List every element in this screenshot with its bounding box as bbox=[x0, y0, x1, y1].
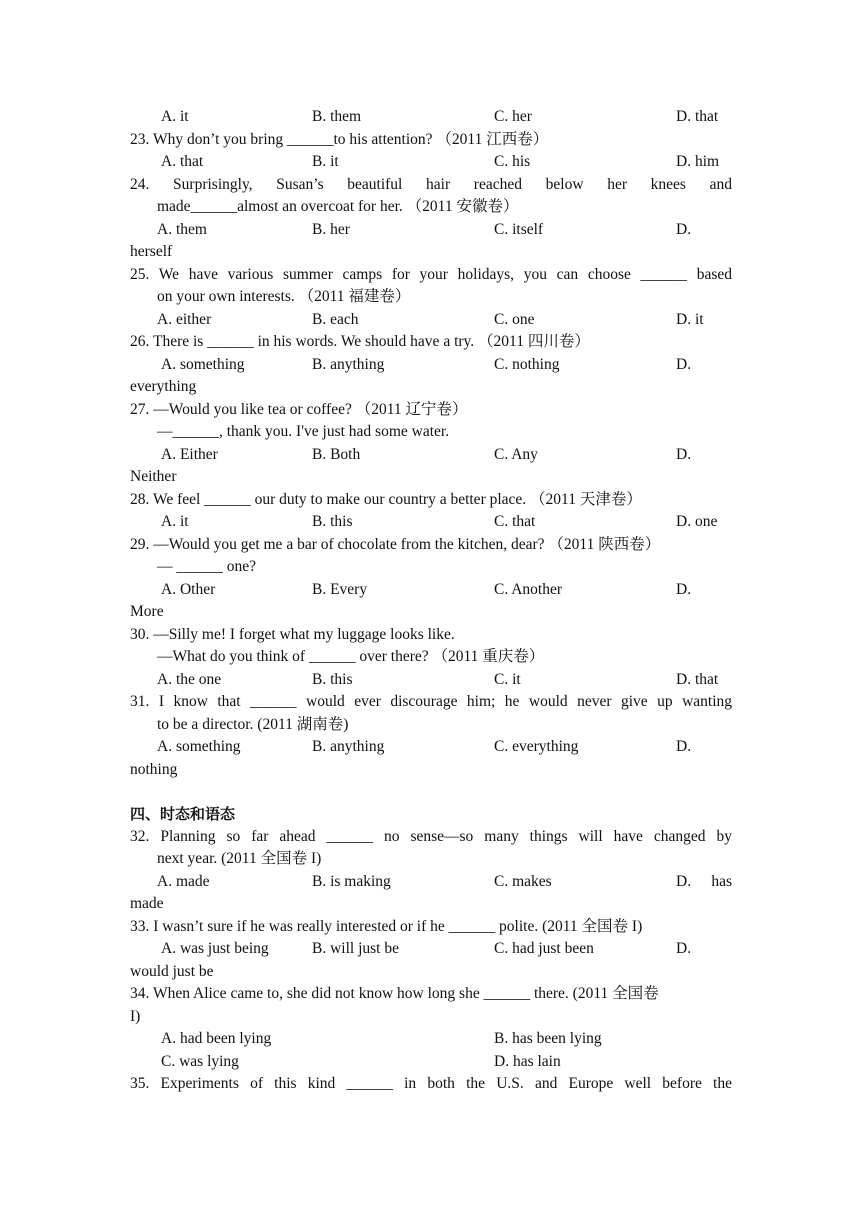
option-d: D. that bbox=[676, 670, 719, 688]
option-d-continuation: herself bbox=[130, 243, 173, 260]
option-a: A. that bbox=[161, 153, 204, 170]
question-29-line2: — ______ one? bbox=[157, 558, 257, 575]
option-b: B. has been lying bbox=[494, 1030, 602, 1047]
option-d-continuation: Neither bbox=[130, 468, 177, 485]
option-c: C. makes bbox=[494, 872, 552, 890]
option-c: C. one bbox=[494, 310, 535, 328]
option-d: D. has bbox=[676, 872, 732, 890]
question-27-line1: 27. —Would you like tea or coffee? （2011 辽宁卷） bbox=[130, 400, 468, 418]
option-a: A. something bbox=[161, 355, 245, 373]
question-33: 33. I wasn’t sure if he was really interested or if he ______ polite. (2011 全国卷 I) bbox=[130, 917, 643, 935]
question-25-line1: 25. We have various summer camps for your holidays, you can choose ______ based bbox=[130, 265, 732, 283]
option-d: D. bbox=[676, 940, 692, 957]
option-c: C. everything bbox=[494, 738, 579, 755]
option-a: A. Other bbox=[161, 580, 216, 598]
option-d: D. bbox=[676, 355, 692, 373]
option-d-continuation: would just be bbox=[130, 962, 214, 980]
option-c: C. that bbox=[494, 513, 536, 530]
option-b: B. Every bbox=[312, 580, 368, 598]
question-31-line2: to be a director. (2011 湖南卷) bbox=[157, 715, 349, 733]
option-c: C. it bbox=[494, 670, 521, 688]
option-c: C. nothing bbox=[494, 355, 560, 373]
option-b: B. is making bbox=[312, 872, 391, 890]
option-c: C. his bbox=[494, 153, 531, 170]
option-b: B. anything bbox=[312, 355, 385, 373]
option-c: C. Any bbox=[494, 445, 538, 463]
option-b: B. each bbox=[312, 310, 359, 328]
document-page bbox=[130, 106, 732, 1096]
option-a: A. it bbox=[161, 108, 189, 125]
question-28: 28. We feel ______ our duty to make our country a better place. （2011 天津卷） bbox=[130, 490, 642, 508]
option-a: A. them bbox=[157, 220, 207, 238]
question-27-line2: —______, thank you. I've just had some water. bbox=[157, 423, 450, 440]
options-row-31 bbox=[130, 736, 732, 759]
question-29-line1: 29. —Would you get me a bar of chocolate from the kitchen, dear? （2011 陕西卷） bbox=[130, 535, 661, 553]
option-d: D. him bbox=[676, 153, 720, 170]
option-d: D. bbox=[676, 220, 692, 238]
question-32-line1: 32. Planning so far ahead ______ no sense—so many things will have changed by bbox=[130, 827, 732, 845]
option-b: B. her bbox=[312, 220, 350, 238]
options-row-24 bbox=[130, 219, 732, 242]
question-26: 26. There is ______ in his words. We should have a try. （2011 四川卷） bbox=[130, 333, 590, 350]
options-row-27 bbox=[130, 444, 732, 467]
option-b: B. Both bbox=[312, 445, 361, 463]
question-30-line1: 30. —Silly me! I forget what my luggage looks like. bbox=[130, 625, 455, 643]
option-c: C. her bbox=[494, 108, 532, 125]
options-row-22 bbox=[130, 106, 732, 129]
question-24-line1: 24. Surprisingly, Susan’s beautiful hair reached below her knees and bbox=[130, 175, 732, 193]
options-row-32 bbox=[130, 871, 732, 894]
option-a: A. either bbox=[157, 310, 212, 328]
option-d: D. one bbox=[676, 513, 718, 530]
option-d-continuation: nothing bbox=[130, 760, 178, 778]
question-32-line2: next year. (2011 全国卷 I) bbox=[157, 850, 322, 867]
options-row-34a bbox=[130, 1028, 732, 1051]
option-d: D. has lain bbox=[494, 1052, 561, 1070]
option-a: A. the one bbox=[157, 670, 222, 688]
options-row-26 bbox=[130, 354, 732, 377]
option-d: D. that bbox=[676, 108, 719, 125]
option-a: A. it bbox=[161, 513, 189, 530]
option-b: B. it bbox=[312, 153, 339, 170]
option-d: D. it bbox=[676, 310, 704, 328]
option-d: D. bbox=[676, 738, 692, 755]
question-35-line1: 35. Experiments of this kind ______ in both the U.S. and Europe well before the bbox=[130, 1075, 732, 1092]
options-row-33 bbox=[130, 938, 732, 961]
option-c: C. itself bbox=[494, 220, 544, 238]
question-24-line2: made______almost an overcoat for her. （2011 安徽卷） bbox=[157, 198, 519, 215]
options-row-30 bbox=[130, 669, 732, 692]
option-c: C. was lying bbox=[161, 1052, 239, 1070]
option-d-continuation: More bbox=[130, 603, 164, 620]
options-row-28 bbox=[130, 511, 732, 534]
option-b: B. this bbox=[312, 513, 353, 530]
question-23: 23. Why don’t you bring ______to his attention? （2011 江西卷） bbox=[130, 130, 549, 148]
option-a: A. was just being bbox=[161, 940, 269, 957]
option-c: C. Another bbox=[494, 580, 563, 598]
option-b: B. anything bbox=[312, 738, 385, 755]
question-34-line2: I) bbox=[130, 1007, 141, 1025]
options-row-25 bbox=[130, 309, 732, 332]
options-row-34b bbox=[130, 1051, 732, 1074]
section-heading: 四、时态和语态 bbox=[130, 805, 236, 823]
option-d-continuation: made bbox=[130, 895, 164, 912]
option-d-continuation: everything bbox=[130, 378, 197, 395]
option-b: B. will just be bbox=[312, 940, 399, 957]
question-25-line2: on your own interests. （2011 福建卷） bbox=[157, 288, 411, 305]
options-row-23 bbox=[130, 151, 732, 174]
option-a: A. had been lying bbox=[161, 1030, 272, 1047]
option-b: B. this bbox=[312, 670, 353, 688]
question-34-line1: 34. When Alice came to, she did not know how long she ______ there. (2011 全国卷 bbox=[130, 985, 659, 1002]
option-a: A. made bbox=[157, 872, 210, 890]
option-a: A. Either bbox=[161, 445, 218, 463]
option-d: D. bbox=[676, 580, 692, 598]
option-a: A. something bbox=[157, 738, 241, 755]
option-d: D. bbox=[676, 445, 692, 463]
question-30-line2: —What do you think of ______ over there? （2011 重庆卷） bbox=[157, 648, 545, 665]
option-c: C. had just been bbox=[494, 940, 594, 957]
option-b: B. them bbox=[312, 108, 362, 125]
question-31-line1: 31. I know that ______ would ever discourage him; he would never give up wanting bbox=[130, 693, 732, 710]
options-row-29 bbox=[130, 579, 732, 602]
